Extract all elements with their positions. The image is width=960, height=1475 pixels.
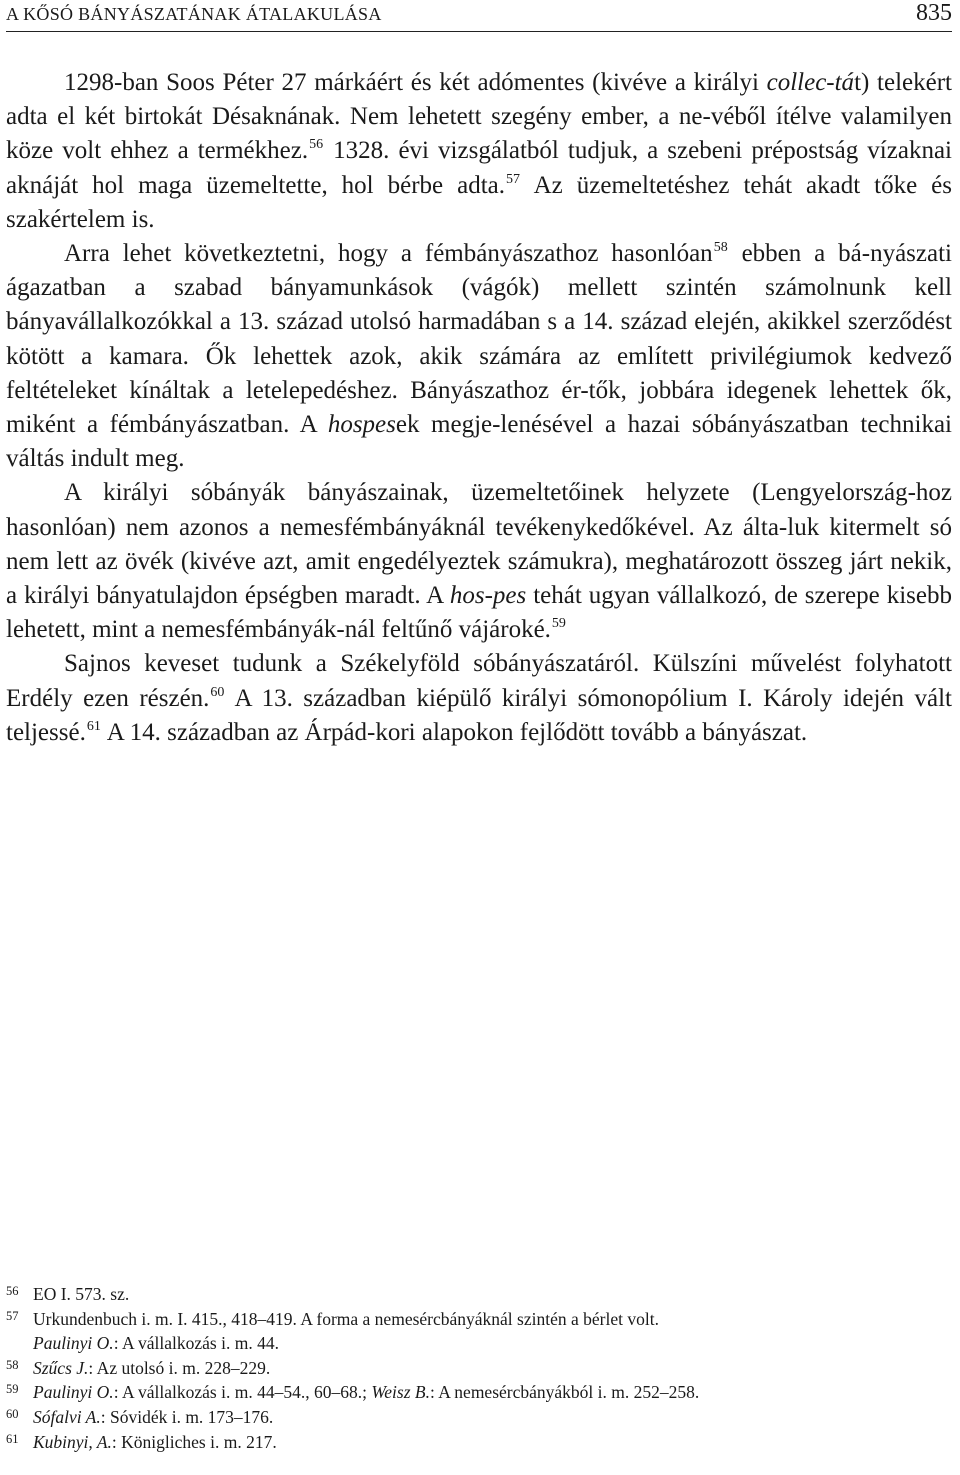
footnote-ref[interactable]: 60 bbox=[210, 684, 225, 700]
footnote-59: 59 Paulinyi O.: A vállalkozás i. m. 44–54., 60–68.; Weisz B.: A nemesércbányákból i. m. 252–258. bbox=[6, 1380, 952, 1405]
paragraph-2: Arra lehet következtetni, hogy a fémbányászathoz hasonlóan$^{58}$ ebben a bá-nyászati ágazatban a szabad bányamunkások (vágók) mellett szintén számolnunk kell bányavállalkozókkal a 13. század utolsó harmadában s a 14. század elején, akikkel szerződést kötött a kamara. Ők lehettek azok, akik számára az említett privilégiumok kedvező feltételeket kínáltak a letelepedéshez. Bányászathoz ér-tők, jobbára idegenek lehettek ők, miként a fémbányászatban. A hospesek megje-lenésével a hazai sóbányászatban technikai váltás indult meg. bbox=[6, 240, 952, 473]
italic-term: hospes bbox=[327, 411, 396, 439]
paragraph-1: 1298-ban Soos Péter 27 márkáért és két adómentes (kivéve a királyi collec-tát) telekért adta el két birtokát Désaknának. Nem lehetett szegény ember, a ne-véből ítélve valamilyen köze volt ehhez a termékhez.$^{56}$ 1328. évi vizsgálatból tudjuk, a szebeni prépostság vízaknai aknáját hol maga üzemeltette, hol bérbe adta.$^{57}$ Az üzemeltetéshez tehát akadt tőke és szakértelem is. bbox=[6, 69, 952, 233]
main-text bbox=[6, 66, 952, 750]
italic-term: hos-pes bbox=[449, 582, 527, 610]
footnote-number: 61 bbox=[6, 1431, 19, 1446]
footnote-number: 59 bbox=[6, 1382, 19, 1397]
italic-term: collec-tá bbox=[766, 69, 855, 96]
footnote-58: 58 Szűcs J.: Az utolsó i. m. 228–229. bbox=[6, 1356, 952, 1381]
footnote-number: 58 bbox=[6, 1357, 19, 1372]
footnote-57: 57 Urkundenbuch i. m. I. 415., 418–419. A forma a nemesércbányáknál szintén a bérlet volt. Paulinyi O.: A vállalkozás i. m. 44. bbox=[6, 1307, 952, 1356]
page-number: 835 bbox=[916, 0, 952, 26]
footnotes bbox=[6, 1282, 952, 1454]
paragraph-4: Sajnos keveset tudunk a Székelyföld sóbányászatáról. Külszíni művelést folyhatott Erdély ezen részén.$^{60}$ A 13. században kiépülő királyi sómonopólium I. Károly idején vált teljessé.$^{61}$ A 14. században az Árpád-kori alapokon fejlődött tovább a bányászat. bbox=[6, 650, 952, 746]
paragraph-3: A királyi sóbányák bányászainak, üzemeltetőinek helyzete (Lengyelország-hoz hasonlóan) nem azonos a nemesfémbányáknál tevékenykedőkével. Az álta-luk kitermelt só nem lett az övék (kivéve azt, amit engedélyeztek számukra), meghatározott összeg járt nekik, a királyi bányatulajdon épségben maradt. A hos-pes tehát ugyan vállalkozó, de szerepe kisebb lehetett, mint a nemesfémbányák-nál feltűnő vájároké.$^{59}$ bbox=[6, 479, 952, 644]
footnote-number: 57 bbox=[6, 1308, 19, 1323]
footnote-60: 60 Sófalvi A.: Sóvidék i. m. 173–176. bbox=[6, 1405, 952, 1430]
footnote-ref[interactable]: 58 bbox=[713, 240, 728, 256]
running-title: A KŐSÓ BÁNYÁSZATÁNAK ÁTALAKULÁSA bbox=[6, 4, 382, 24]
footnote-61: 61 Kubinyi, A.: Königliches i. m. 217. bbox=[6, 1430, 952, 1455]
footnote-ref[interactable]: 61 bbox=[86, 718, 101, 734]
footnote-ref[interactable]: 56 bbox=[309, 137, 324, 153]
footnote-ref[interactable]: 59 bbox=[551, 616, 566, 632]
running-header bbox=[6, 0, 952, 32]
footnote-56: 56 EO I. 573. sz. bbox=[6, 1282, 952, 1307]
footnote-number: 60 bbox=[6, 1406, 19, 1421]
footnote-ref[interactable]: 57 bbox=[506, 171, 521, 187]
footnote-number: 56 bbox=[6, 1284, 19, 1298]
